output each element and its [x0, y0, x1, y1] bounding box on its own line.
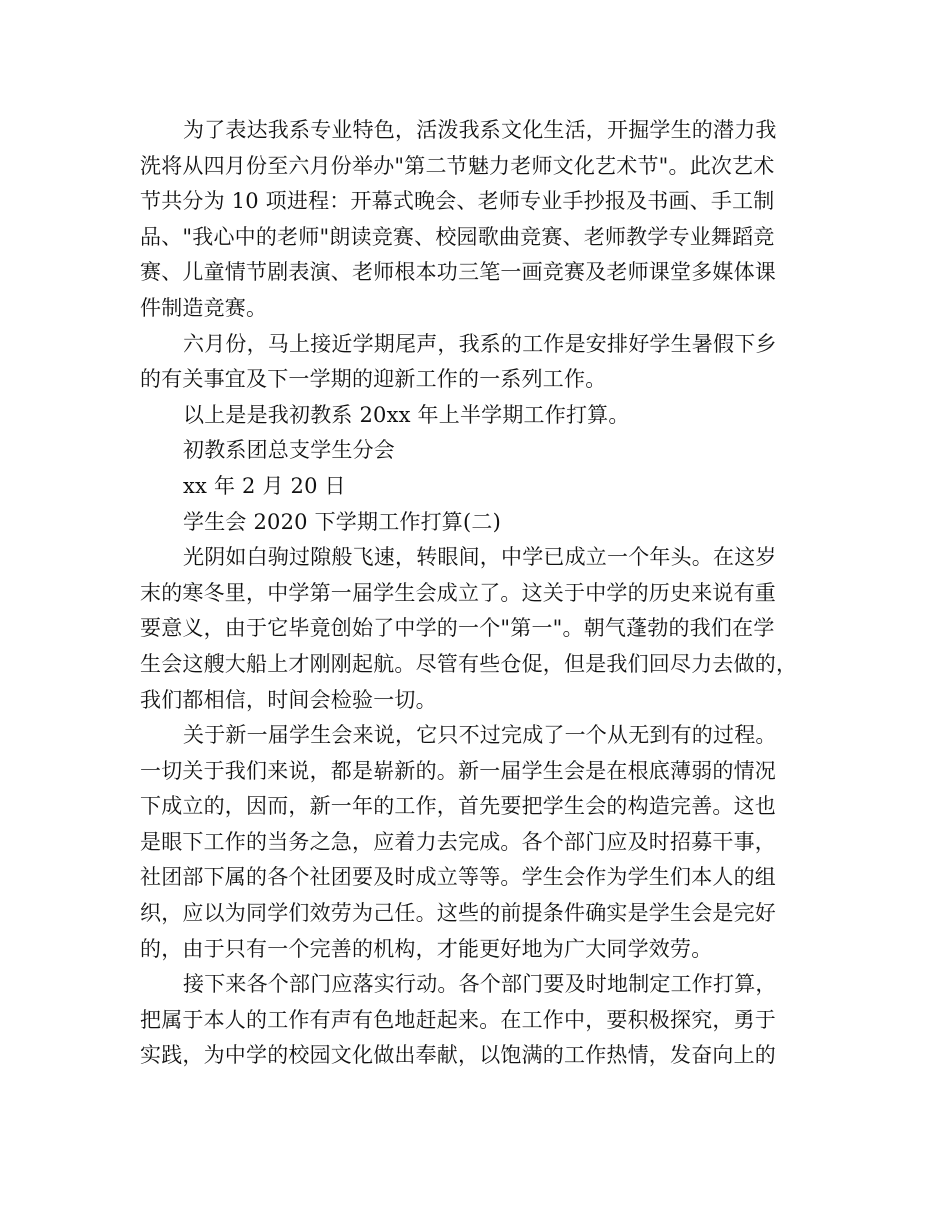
text-line: 下成立的，因而，新一年的工作，首先要把学生会的构造完善。这也 — [140, 794, 776, 819]
text-line: 六月份，马上接近学期尾声，我系的工作是安排好学生暑假下乡 — [183, 331, 777, 356]
text-line: 要意义，由于它毕竟创始了中学的一个"第一"。朝气蓬勃的我们在学 — [140, 616, 775, 641]
text-line: 实践，为中学的校园文化做出奉献，以饱满的工作热情，发奋向上的 — [140, 1043, 776, 1068]
text-line: 的有关事宜及下一学期的迎新工作的一系列工作。 — [140, 367, 607, 392]
text-line: 件制造竞赛。 — [140, 295, 268, 320]
document-body — [140, 113, 810, 1074]
text-line: 初教系团总支学生分会 — [183, 438, 395, 463]
text-line: 生会这艘大船上才刚刚起航。尽管有些仓促，但是我们回尽力去做的， — [140, 651, 798, 676]
text-line: 关于新一届学生会来说，它只不过完成了一个从无到有的过程。 — [183, 723, 777, 748]
text-line: 是眼下工作的当务之急，应着力去完成。各个部门应及时招募干事， — [140, 829, 776, 854]
text-line: 的，由于只有一个完善的机构，才能更好地为广大同学效劳。 — [140, 936, 713, 961]
text-line: 社团部下属的各个社团要及时成立等等。学生会作为学生们本人的组 — [140, 865, 776, 890]
text-line: 赛、儿童情节剧表演、老师根本功三笔一画竞赛及老师课堂多媒体课 — [140, 260, 776, 285]
text-line: 节共分为 10 项进程：开幕式晚会、老师专业手抄报及书画、手工制 — [140, 189, 775, 214]
text-line: 为了表达我系专业特色，活泼我系文化生活，开掘学生的潜力我 — [183, 118, 777, 142]
text-line: 末的寒冬里，中学第一届学生会成立了。这关于中学的历史来说有重 — [140, 580, 776, 605]
text-line: 我们都相信，时间会检验一切。 — [140, 687, 437, 712]
text-line: 品、"我心中的老师"朗读竞赛、校园歌曲竞赛、老师教学专业舞蹈竞 — [140, 224, 775, 249]
text-line: 把属于本人的工作有声有色地赶起来。在工作中，要积极探究，勇于 — [140, 1007, 776, 1032]
text-line: 学生会 2020 下学期工作打算(二) — [183, 509, 501, 534]
text-line: 洗将从四月份至六月份举办"第二节魅力老师文化艺术节"。此次艺术 — [140, 153, 775, 178]
text-line: xx 年 2 月 20 日 — [183, 473, 346, 498]
text-line: 光阴如白驹过隙般飞速，转眼间，中学已成立一个年头。在这岁 — [183, 545, 777, 570]
text-line: 织，应以为同学们效劳为己任。这些的前提条件确实是学生会是完好 — [140, 901, 776, 926]
text-line: 一切关于我们来说，都是崭新的。新一届学生会是在根底薄弱的情况 — [140, 758, 776, 783]
text-line: 接下来各个部门应落实行动。各个部门要及时地制定工作打算， — [183, 972, 777, 997]
text-line: 以上是是我初教系 20xx 年上半学期工作打算。 — [183, 402, 630, 427]
